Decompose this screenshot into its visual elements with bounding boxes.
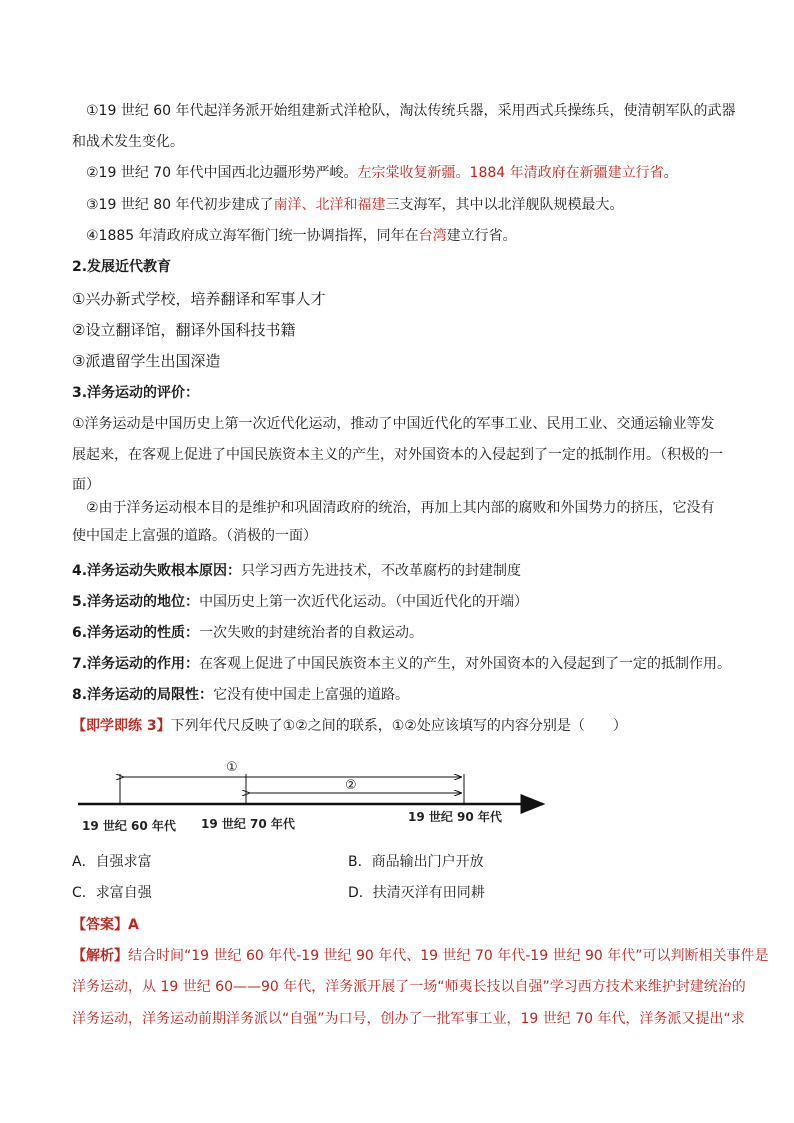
answer: 【答案】A: [72, 917, 139, 933]
list-item: ①兴办新式学校，培养翻译和军事人才: [72, 290, 326, 308]
summary-point: 8.洋务运动的局限性：它没有使中国走上富强的道路。: [72, 687, 410, 703]
summary-point: 6.洋务运动的性质：一次失败的封建统治者的自救运动。: [72, 625, 424, 641]
option-c: C．求富自强: [72, 885, 152, 901]
text-line: 和战术发生变化。: [72, 134, 184, 150]
option-d: D．扶清灭洋有田同耕: [348, 885, 485, 901]
text-line: ②由于洋务运动根本目的是维护和巩固清政府的统治，再加上其内部的腐败和外国势力的挤压，它没有: [86, 500, 715, 516]
text-line: ④1885 年清政府成立海军衙门统一协调指挥，同年在台湾建立行省。: [86, 228, 517, 244]
exercise-question: 【即学即练 3】下列年代尺反映了①②之间的联系，①②处应该填写的内容分别是（ ）: [72, 718, 627, 734]
timeline-label: 19 世纪 60 年代: [82, 819, 176, 833]
analysis-line: 洋务运动，从 19 世纪 60——90 年代，洋务派开展了一场“师夷长技以自强”学习西方技术来维护封建统治的: [72, 979, 746, 995]
summary-point: 7.洋务运动的作用：在客观上促进了中国民族资本主义的产生，对外国资本的入侵起到了一定的抵制作用。: [72, 656, 732, 672]
text-line: ①19 世纪 60 年代起洋务派开始组建新式洋枪队，淘汰传统兵器，采用西式兵操练兵，使清朝军队的武器: [86, 103, 736, 119]
section-heading: 3.洋务运动的评价：: [72, 385, 200, 401]
option-a: A．自强求富: [72, 854, 152, 870]
text-line: ②19 世纪 70 年代中国西北边疆形势严峻。左宗棠收复新疆。1884 年清政府在新疆建立行省。: [86, 165, 678, 181]
text-line: 使中国走上富强的道路。（消极的一面）: [72, 528, 317, 544]
timeline-mark-1: ①: [226, 760, 238, 775]
summary-point: 5.洋务运动的地位：中国历史上第一次近代化运动。（中国近代化的开端）: [72, 594, 529, 610]
text-line: ①洋务运动是中国历史上第一次近代化运动，推动了中国近代化的军事工业、民用工业、交通运输业等发: [72, 416, 715, 432]
section-heading: 2.发展近代教育: [72, 259, 172, 275]
text-line: ③19 世纪 80 年代初步建成了南洋、北洋和福建三支海军，其中以北洋舰队规模最大。: [86, 197, 624, 213]
summary-point: 4.洋务运动失败根本原因：只学习西方先进技术，不改革腐朽的封建制度: [72, 563, 522, 579]
timeline-label: 19 世纪 90 年代: [408, 810, 502, 824]
text-line: 面）: [72, 477, 100, 493]
list-item: ②设立翻译馆，翻译外国科技书籍: [72, 321, 296, 339]
analysis-line: 【解析】结合时间“19 世纪 60 年代-19 世纪 90 年代、19 世纪 70 年代-19 世纪 90 年代”可以判断相关事件是: [72, 948, 769, 964]
text-line: 展起来，在客观上促进了中国民族资本主义的产生，对外国资本的入侵起到了一定的抵制作用。（积极的一: [72, 447, 723, 463]
timeline-mark-2: ②: [345, 778, 357, 793]
list-item: ③派遣留学生出国深造: [72, 352, 221, 370]
analysis-line: 洋务运动，洋务运动前期洋务派以“自强”为口号，创办了一批军事工业，19 世纪 70 年代，洋务派又提出“求: [72, 1011, 745, 1027]
timeline-label: 19 世纪 70 年代: [201, 817, 295, 831]
option-b: B．商品输出门户开放: [348, 854, 484, 870]
